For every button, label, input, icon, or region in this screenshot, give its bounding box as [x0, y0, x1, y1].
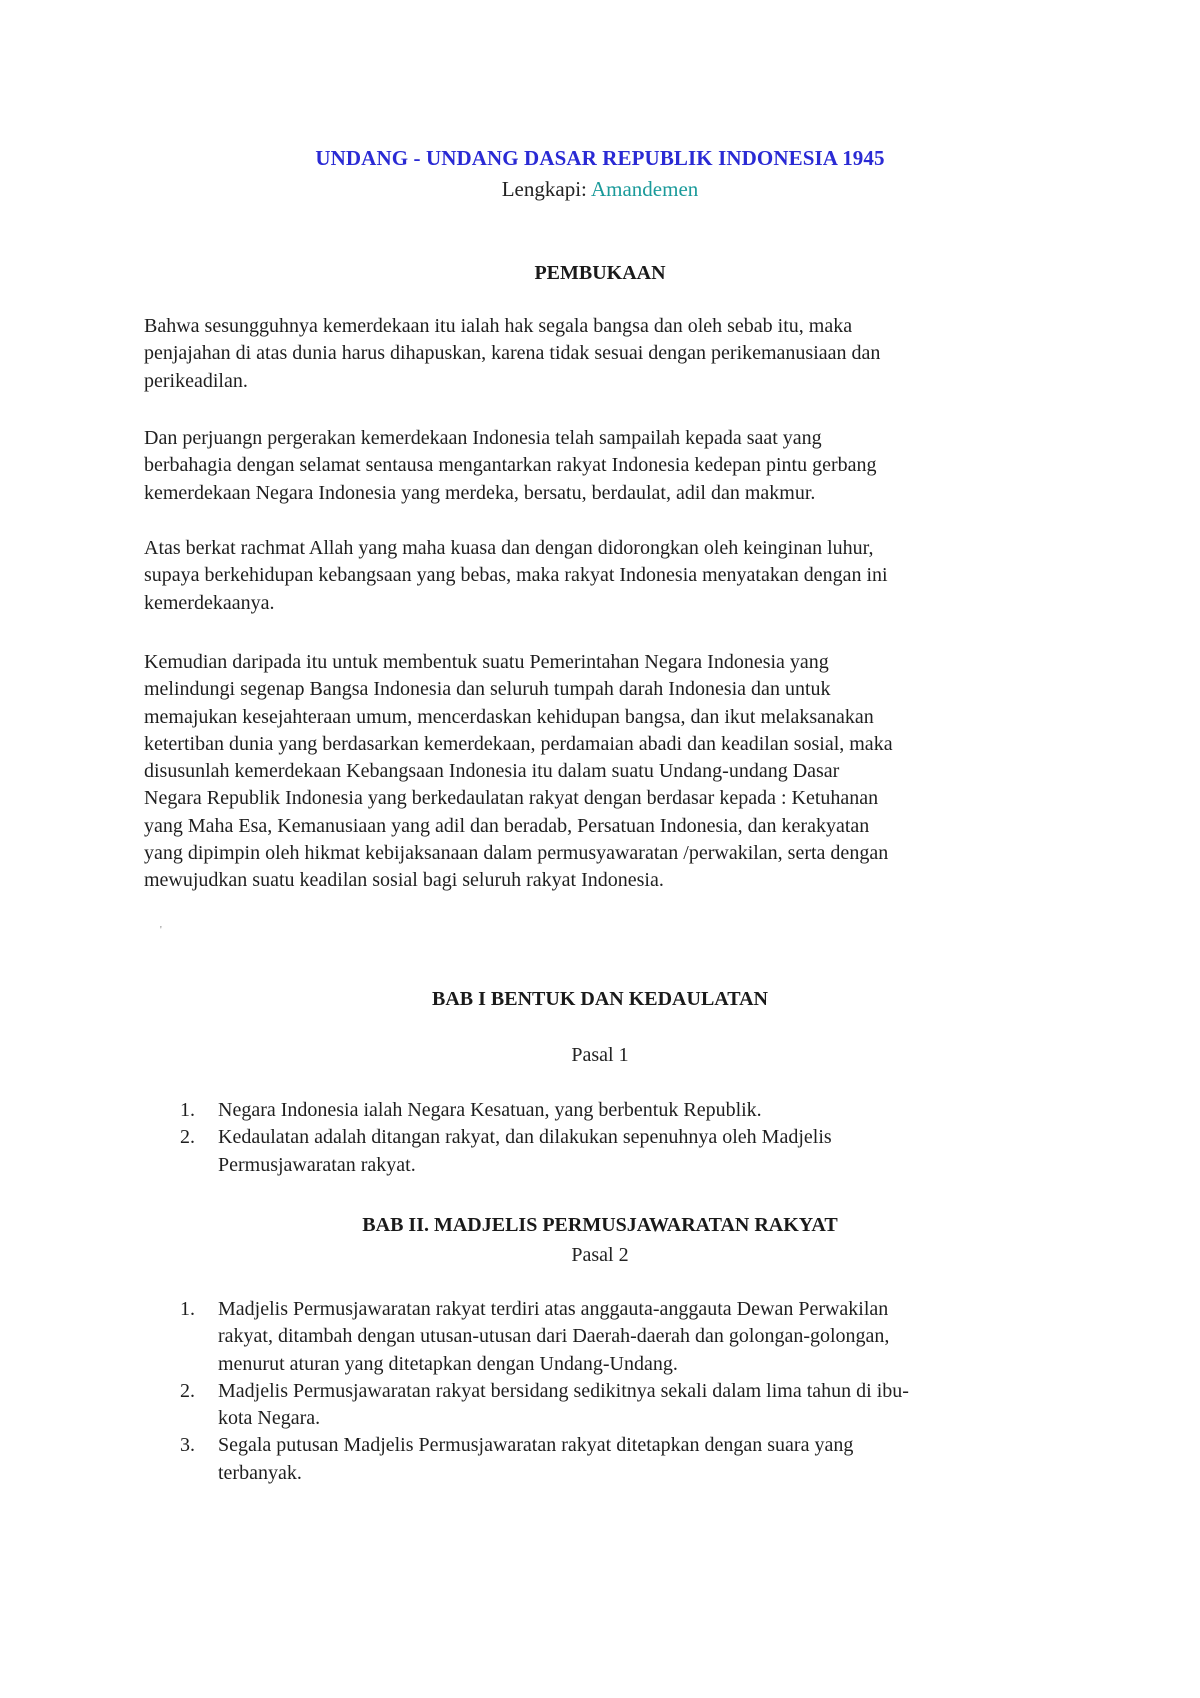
pembukaan-paragraph-4: [144, 649, 1044, 895]
paragraph-line: memajukan kesejahteraan umum, mencerdaskan kehidupan bangsa, dan ikut melaksanakan: [144, 705, 874, 728]
bab2-list: [180, 1296, 1060, 1487]
document-subtitle: [0, 177, 1200, 202]
list-item: [180, 1378, 1060, 1433]
list-item-text: [218, 1296, 1060, 1378]
bab2-pasal: Pasal 2: [571, 1244, 629, 1266]
paragraph-line: yang dipimpin oleh hikmat kebijaksanaan dalam permusyawaratan /perwakilan, serta dengan: [144, 842, 889, 865]
pembukaan-paragraph-1: [144, 313, 1044, 395]
list-line: kota Negara.: [218, 1407, 321, 1430]
list-item: [180, 1296, 1060, 1378]
pembukaan-paragraph-3: [144, 535, 1044, 617]
paragraph-line: Dan perjuangn pergerakan kemerdekaan Indonesia telah sampailah kepada saat yang: [144, 427, 822, 449]
list-line: Segala putusan Madjelis Permusjawaratan rakyat ditetapkan dengan suara yang: [218, 1434, 854, 1457]
paragraph-line: penjajahan di atas dunia harus dihapuskan, karena tidak sesuai dengan perikemanusiaan dan: [144, 342, 881, 365]
pembukaan-paragraph-2: [144, 425, 1044, 507]
list-line: rakyat, ditambah dengan utusan-utusan dari Daerah-daerah dan golongan-golongan,: [218, 1325, 890, 1348]
list-line: menurut aturan yang ditetapkan dengan Undang-Undang.: [218, 1352, 678, 1375]
stray-mark: ': [160, 925, 162, 936]
subtitle-prefix: Lengkapi:: [501, 177, 591, 201]
paragraph-line: Atas berkat rachmat Allah yang maha kuasa dan dengan didorongkan oleh keinginan luhur,: [144, 537, 874, 559]
list-line: Madjelis Permusjawaratan rakyat terdiri atas anggauta-anggauta Dewan Perwakilan: [218, 1298, 889, 1320]
pembukaan-heading: PEMBUKAAN: [534, 262, 666, 284]
paragraph-line: supaya berkehidupan kebangsaan yang bebas, maka rakyat Indonesia menyatakan dengan ini: [144, 564, 888, 587]
paragraph-line: kemerdekaanya.: [144, 591, 275, 614]
document-title: UNDANG - UNDANG DASAR REPUBLIK INDONESIA 1945: [315, 146, 885, 170]
paragraph-line: yang Maha Esa, Kemanusiaan yang adil dan beradab, Persatuan Indonesia, dan kerakyatan: [144, 814, 870, 837]
list-item: [180, 1432, 1060, 1487]
amandemen-link[interactable]: Amandemen: [590, 177, 699, 201]
list-item-number: 3.: [180, 1434, 195, 1457]
list-item-text: [218, 1097, 1060, 1124]
list-line: Negara Indonesia ialah Negara Kesatuan, yang berbentuk Republik.: [218, 1099, 762, 1121]
paragraph-line: mewujudkan suatu keadilan sosial bagi seluruh rakyat Indonesia.: [144, 869, 664, 892]
list-line: Permusjawaratan rakyat.: [218, 1153, 416, 1176]
list-item-text: [218, 1378, 1060, 1433]
paragraph-line: Kemudian daripada itu untuk membentuk suatu Pemerintahan Negara Indonesia yang: [144, 651, 829, 673]
list-item-number: 2.: [180, 1126, 195, 1149]
paragraph-line: Negara Republik Indonesia yang berkedaulatan rakyat dengan berdasar kepada : Ketuhanan: [144, 787, 879, 810]
list-item: [180, 1124, 1060, 1179]
bab1-list: [180, 1097, 1060, 1179]
paragraph-line: kemerdekaan Negara Indonesia yang merdeka, bersatu, berdaulat, adil dan makmur.: [144, 481, 816, 504]
list-item-text: [218, 1432, 1060, 1487]
list-item: [180, 1097, 1060, 1124]
bab1-pasal: Pasal 1: [571, 1044, 629, 1066]
paragraph-line: berbahagia dengan selamat sentausa mengantarkan rakyat Indonesia kedepan pintu gerbang: [144, 454, 877, 477]
list-item-number: 2.: [180, 1379, 195, 1402]
list-line: terbanyak.: [218, 1461, 302, 1484]
list-line: Kedaulatan adalah ditangan rakyat, dan dilakukan sepenuhnya oleh Madjelis: [218, 1126, 832, 1149]
paragraph-line: melindungi segenap Bangsa Indonesia dan seluruh tumpah darah Indonesia dan untuk: [144, 678, 831, 701]
list-line: Madjelis Permusjawaratan rakyat bersidang sedikitnya sekali dalam lima tahun di ibu-: [218, 1379, 909, 1402]
list-item-number: 1.: [180, 1298, 195, 1320]
paragraph-line: perikeadilan.: [144, 369, 248, 392]
bab2-heading: BAB II. MADJELIS PERMUSJAWARATAN RAKYAT: [362, 1214, 838, 1236]
paragraph-line: disusunlah kemerdekaan Kebangsaan Indonesia itu dalam suatu Undang-undang Dasar: [144, 760, 840, 783]
paragraph-line: ketertiban dunia yang berdasarkan kemerdekaan, perdamaian abadi dan keadilan sosial, maka: [144, 732, 893, 755]
bab1-heading: BAB I BENTUK DAN KEDAULATAN: [432, 988, 768, 1010]
list-item-text: [218, 1124, 1060, 1179]
paragraph-line: Bahwa sesungguhnya kemerdekaan itu ialah hak segala bangsa dan oleh sebab itu, maka: [144, 315, 853, 337]
list-item-number: 1.: [180, 1099, 195, 1121]
